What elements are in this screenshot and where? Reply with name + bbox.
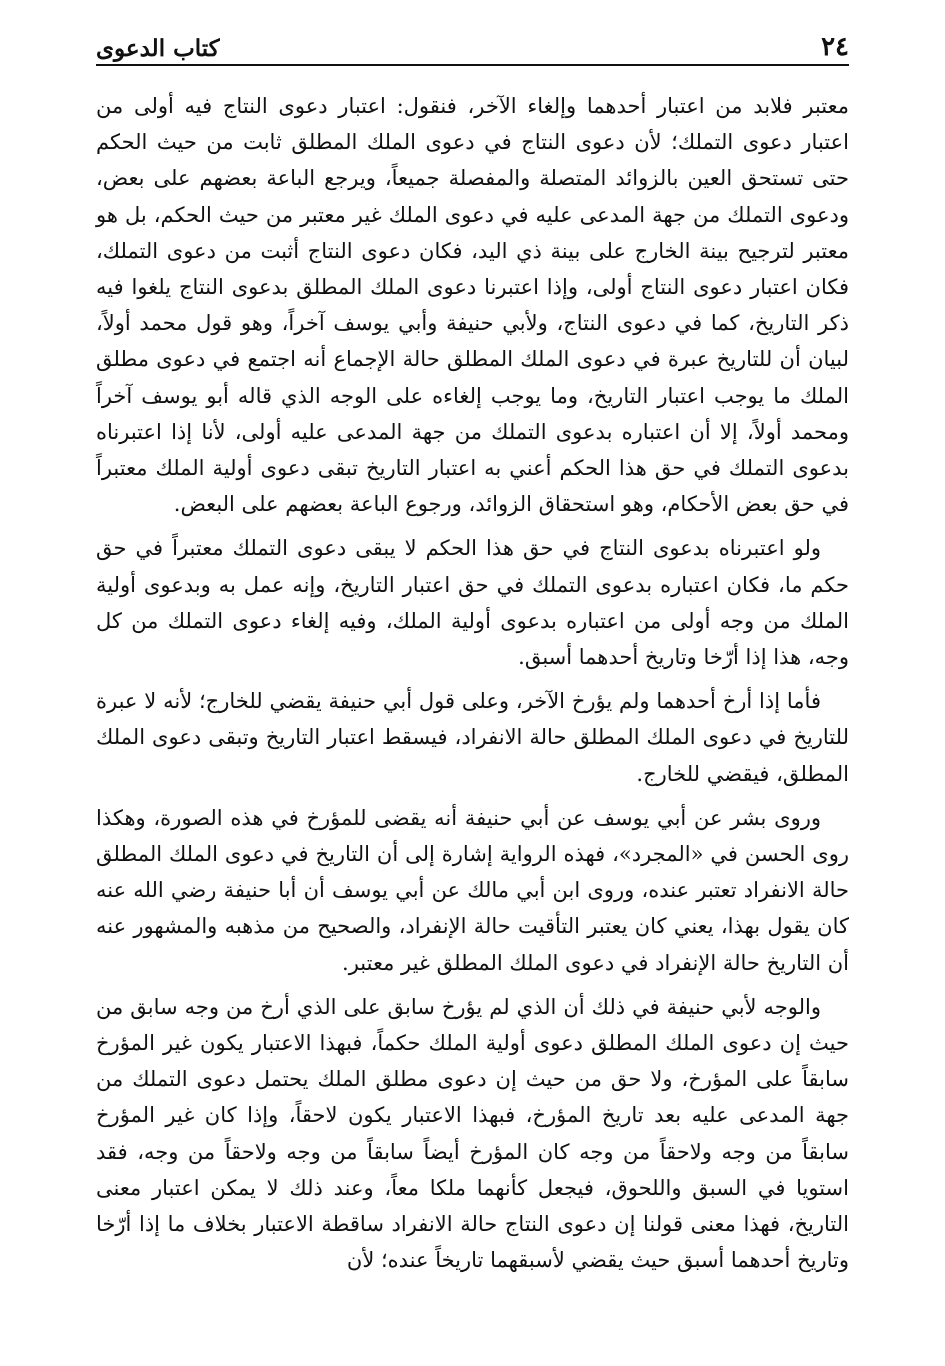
paragraph: ولو اعتبرناه بدعوى النتاج في حق هذا الحكم لا يبقى دعوى التملك معتبراً في حق حكم ما، فكان اعتباره بدعوى التملك في حق اعتبار التاريخ، وإنه عمل به وبدعوى أولية الملك من وجه أولى من اعتباره بدعوى أولية الملك، وفيه إلغاء دعوى التملك من كل وجه، هذا إذا أرّخا وتاريخ أحدهما أسبق. <box>96 536 849 670</box>
book-title: كتاب الدعوى <box>96 35 220 62</box>
paragraph: وروى بشر عن أبي يوسف عن أبي حنيفة أنه يقضى للمؤرخ في هذه الصورة، وهكذا روى الحسن في «المجرد»، فهذه الرواية إشارة إلى أن التاريخ في دعوى الملك المطلق حالة الانفراد تعتبر عنده، وروى ابن أبي مالك عن أبي يوسف أن أبا حنيفة رضي الله عنه كان يقول بهذا، يعني كان يعتبر التأقيت حالة الإنفراد، والصحيح من مذهبه والمشهور عنه أن التاريخ حالة الإنفراد في دعوى الملك المطلق غير معتبر. <box>96 805 849 975</box>
paragraph: فأما إذا أرخ أحدهما ولم يؤرخ الآخر، وعلى قول أبي حنيفة يقضي للخارج؛ لأنه لا عبرة للتاريخ في دعوى الملك المطلق حالة الانفراد، فيسقط اعتبار التاريخ وتبقى دعوى الملك المطلق، فيقضي للخارج. <box>96 689 849 786</box>
page-number: ٢٤ <box>821 32 849 62</box>
body-text <box>96 88 849 1287</box>
paragraph: معتبر فلابد من اعتبار أحدهما وإلغاء الآخر، فنقول: اعتبار دعوى النتاج فيه أولى من اعتبار دعوى التملك؛ لأن دعوى النتاج في دعوى الملك المطلق ثابت من حيث الحكم حتى تستحق العين بالزوائد المتصلة والمفصلة جميعاً، ويرجع الباعة بعضهم على بعض، ودعوى التملك من جهة المدعى عليه في دعوى الملك غير معتبر من حيث الحكم، بل هو معتبر لترجيح بينة الخارج على بينة ذي اليد، فكان دعوى النتاج أثبت من دعوى التملك، فكان اعتبار دعوى النتاج أولى، وإذا اعتبرنا دعوى الملك المطلق بدعوى النتاج يلغوا فيه ذكر التاريخ، كما في دعوى النتاج، ولأبي حنيفة وأبي يوسف آخراً، وهو قول محمد أولاً، لبيان أن للتاريخ عبرة في دعوى الملك المطلق حالة الإجماع أنه اجتمع في دعوى مطلق الملك ما يوجب اعتبار التاريخ، وما يوجب إلغاءه على الوجه الذي قاله أبو يوسف آخراً ومحمد أولاً، إلا أن اعتباره بدعوى التملك من جهة المدعى عليه أولى، لأنا إذا اعتبرناه بدعوى التملك في حق هذا الحكم أعني به اعتبار التاريخ تبقى دعوى أولية الملك معتبراً في حق بعض الأحكام، وهو استحقاق الزوائد، ورجوع الباعة بعضهم على البعض. <box>96 94 849 517</box>
paragraph: والوجه لأبي حنيفة في ذلك أن الذي لم يؤرخ سابق على الذي أرخ من وجه سابق من حيث إن دعوى الملك المطلق دعوى أولية الملك حكماً، فبهذا الاعتبار يكون غير المؤرخ سابقاً على المؤرخ، ولا حق من حيث إن دعوى مطلق الملك يحتمل دعوى التملك من جهة المدعى عليه بعد تاريخ المؤرخ، فبهذا الاعتبار يكون لاحقاً، وإذا كان غير المؤرخ سابقاً من وجه ولاحقاً من وجه كان المؤرخ أيضاً سابقاً من وجه ولاحقاً من وجه، فقد استويا في السبق واللحوق، فيجعل كأنهما ملكا معاً، وعند ذلك لا يمكن اعتبار معنى التاريخ، فهذا معنى قولنا إن دعوى النتاج حالة الانفراد ساقطة الاعتبار بخلاف ما إذا أرّخا وتاريخ أحدهما أسبق حيث يقضي لأسبقهما تاريخاً عنده؛ لأن <box>96 994 849 1273</box>
running-header <box>96 20 849 66</box>
